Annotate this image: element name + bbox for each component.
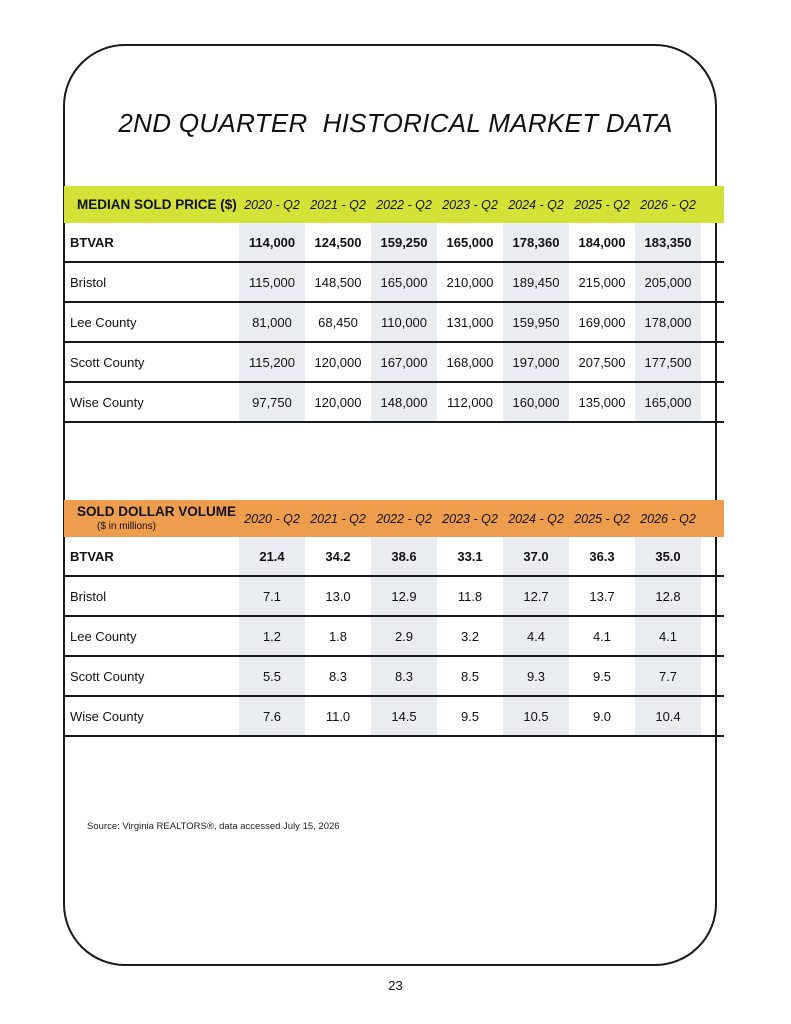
table-cell: 7.7 [635,656,701,696]
table-cell: 115,000 [239,262,305,302]
table-row [64,696,724,736]
table-cell: 159,950 [503,302,569,342]
table-cell: 2.9 [371,616,437,656]
table-cell: 12.9 [371,576,437,616]
row-label: Bristol [64,576,239,616]
table-cell: 9.5 [437,696,503,736]
table-cell: 4.1 [569,616,635,656]
median-sold-price-table [64,186,724,423]
row-spacer [701,656,724,696]
column-header: 2025 - Q2 [569,186,635,223]
table-cell: 169,000 [569,302,635,342]
row-spacer [701,223,724,262]
row-spacer [701,616,724,656]
row-spacer [701,302,724,342]
volume-table-sublabel: ($ in millions) [97,520,156,532]
column-header: 2023 - Q2 [437,500,503,537]
column-header: 2024 - Q2 [503,186,569,223]
table-cell: 189,450 [503,262,569,302]
column-header: 2021 - Q2 [305,500,371,537]
table-cell: 114,000 [239,223,305,262]
row-spacer [701,696,724,736]
table-cell: 12.7 [503,576,569,616]
table-cell: 1.8 [305,616,371,656]
table-cell: 183,350 [635,223,701,262]
table-cell: 9.5 [569,656,635,696]
row-label: Bristol [64,262,239,302]
table-cell: 21.4 [239,537,305,576]
source-note: Source: Virginia REALTORS®, data accessed July 15, 2026 [87,821,340,832]
table-cell: 124,500 [305,223,371,262]
volume-table-title: SOLD DOLLAR VOLUME [77,503,236,519]
column-header: 2020 - Q2 [239,186,305,223]
table-row [64,616,724,656]
table-cell: 177,500 [635,342,701,382]
column-header: 2026 - Q2 [635,500,701,537]
table-cell: 9.3 [503,656,569,696]
table-cell: 120,000 [305,342,371,382]
table-cell: 159,250 [371,223,437,262]
table-cell: 35.0 [635,537,701,576]
table-row [64,382,724,422]
table-header-row [64,186,724,223]
table-cell: 68,450 [305,302,371,342]
column-header: 2025 - Q2 [569,500,635,537]
row-label: Wise County [64,696,239,736]
table-cell: 8.3 [305,656,371,696]
table-cell: 205,000 [635,262,701,302]
table-cell: 148,000 [371,382,437,422]
table-row [64,302,724,342]
table-cell: 165,000 [437,223,503,262]
row-label: Scott County [64,342,239,382]
table-cell: 4.1 [635,616,701,656]
table-cell: 33.1 [437,537,503,576]
column-header: 2022 - Q2 [371,186,437,223]
table-cell: 8.5 [437,656,503,696]
column-header: 2020 - Q2 [239,500,305,537]
header-spacer [701,186,724,223]
table-cell: 9.0 [569,696,635,736]
row-spacer [701,342,724,382]
row-label: BTVAR [64,223,239,262]
table-row [64,576,724,616]
row-label: Lee County [64,302,239,342]
table-cell: 131,000 [437,302,503,342]
table-cell: 97,750 [239,382,305,422]
table-cell: 178,360 [503,223,569,262]
table-cell: 210,000 [437,262,503,302]
table-cell: 7.1 [239,576,305,616]
row-spacer [701,382,724,422]
table-cell: 81,000 [239,302,305,342]
row-label: Lee County [64,616,239,656]
table-cell: 37.0 [503,537,569,576]
table-cell: 3.2 [437,616,503,656]
table-cell: 13.0 [305,576,371,616]
table-cell: 115,200 [239,342,305,382]
table-row [64,537,724,576]
sold-dollar-volume-table [64,500,724,737]
table-cell: 160,000 [503,382,569,422]
table-cell: 5.5 [239,656,305,696]
table-cell: 7.6 [239,696,305,736]
table-cell: 4.4 [503,616,569,656]
column-header: 2024 - Q2 [503,500,569,537]
table-cell: 38.6 [371,537,437,576]
row-label: Wise County [64,382,239,422]
median-table-label: MEDIAN SOLD PRICE ($) [64,186,239,223]
volume-table-label [64,500,239,537]
table-cell: 11.8 [437,576,503,616]
table-cell: 1.2 [239,616,305,656]
table-cell: 197,000 [503,342,569,382]
table-row [64,262,724,302]
table-cell: 14.5 [371,696,437,736]
table-cell: 12.8 [635,576,701,616]
row-label: BTVAR [64,537,239,576]
row-label: Scott County [64,656,239,696]
table-cell: 10.4 [635,696,701,736]
header-spacer [701,500,724,537]
table-header-row [64,500,724,537]
page-number: 23 [388,978,403,993]
table-cell: 135,000 [569,382,635,422]
table-row [64,342,724,382]
table-cell: 207,500 [569,342,635,382]
table-cell: 120,000 [305,382,371,422]
row-spacer [701,262,724,302]
table-cell: 10.5 [503,696,569,736]
table-cell: 168,000 [437,342,503,382]
table-cell: 215,000 [569,262,635,302]
table-cell: 165,000 [371,262,437,302]
column-header: 2023 - Q2 [437,186,503,223]
table-cell: 178,000 [635,302,701,342]
row-spacer [701,576,724,616]
column-header: 2026 - Q2 [635,186,701,223]
table-cell: 13.7 [569,576,635,616]
table-cell: 110,000 [371,302,437,342]
table-cell: 165,000 [635,382,701,422]
table-cell: 34.2 [305,537,371,576]
row-spacer [701,537,724,576]
column-header: 2021 - Q2 [305,186,371,223]
table-cell: 11.0 [305,696,371,736]
table-cell: 184,000 [569,223,635,262]
column-header: 2022 - Q2 [371,500,437,537]
table-row [64,656,724,696]
table-cell: 112,000 [437,382,503,422]
table-cell: 36.3 [569,537,635,576]
page-title: 2ND QUARTER HISTORICAL MARKET DATA [118,108,673,138]
table-cell: 8.3 [371,656,437,696]
table-row [64,223,724,262]
table-cell: 167,000 [371,342,437,382]
table-cell: 148,500 [305,262,371,302]
